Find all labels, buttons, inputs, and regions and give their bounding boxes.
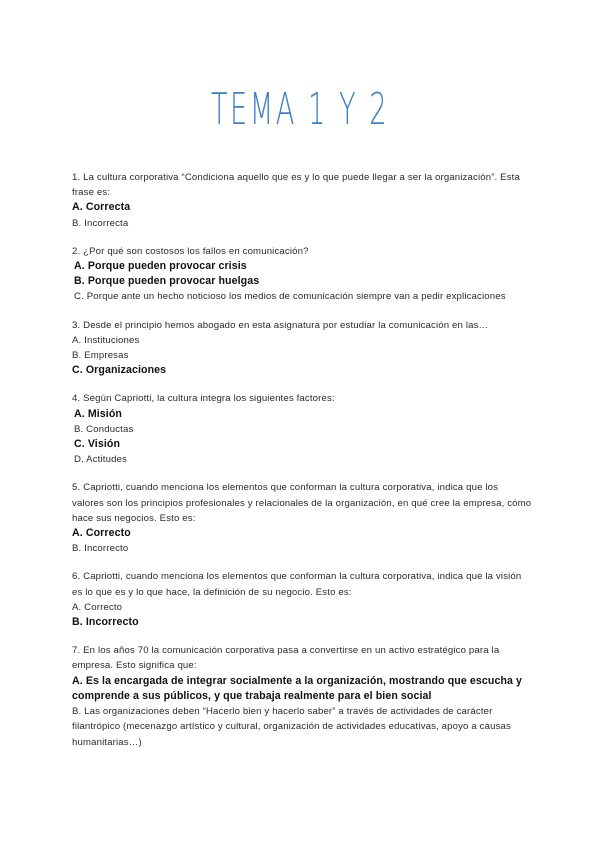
- question-1: [72, 170, 532, 231]
- question-text: 7. En los años 70 la comunicación corporativa pasa a convertirse en un activo estratégico para la empresa. Esto significa que:: [72, 645, 500, 672]
- option-b: B. Empresas: [72, 350, 129, 362]
- question-text: 1. La cultura corporativa “Condiciona aquello que es y lo que puede llegar a ser la organización”. Esta frase es:: [72, 172, 520, 199]
- question-text: 5. Capriotti, cuando menciona los elementos que conforman la cultura corporativa, indica que los valores son los principios profesionales y relacionales de la organización, en qué cree la empresa, cómo hace sus negocios. Esto es:: [72, 482, 532, 524]
- question-text: 2. ¿Por qué son costosos los fallos en comunicación?: [72, 245, 309, 257]
- option-a: A. Correcto: [72, 527, 131, 540]
- option-a: A. Instituciones: [72, 334, 140, 346]
- question-2: [72, 244, 532, 305]
- option-a: A. Misión: [74, 407, 122, 420]
- option-a: A. Es la encargada de integrar socialmente a la organización, mostrando que escucha y comprende a sus públicos, y que trabaja realmente para el bien social: [72, 674, 523, 702]
- option-b: B. Conductas: [74, 423, 134, 435]
- option-b: B. Incorrecto: [72, 543, 129, 555]
- question-text: 3. Desde el principio hemos abogado en esta asignatura por estudiar la comunicación en las…: [72, 319, 489, 331]
- option-b: B. Incorrecto: [72, 616, 139, 629]
- option-a: A. Porque pueden provocar crisis: [74, 260, 247, 273]
- option-d: D. Actitudes: [74, 454, 127, 466]
- question-7: [72, 643, 532, 749]
- option-b: B. Las organizaciones deben “Hacerlo bien y hacerlo saber” a través de actividades de carácter filantrópico (mecenazgo artístico y cultural, organización de actividades educativas, apoyo a causas humanitarias…): [72, 706, 511, 748]
- question-4: [72, 391, 532, 467]
- option-b: B. Porque pueden provocar huelgas: [74, 275, 260, 288]
- option-a: A. Correcta: [72, 201, 131, 214]
- option-c: C. Organizaciones: [72, 364, 167, 377]
- question-3: [72, 318, 532, 379]
- question-5: [72, 480, 532, 556]
- question-text: 6. Capriotti, cuando menciona los elementos que conforman la cultura corporativa, indica que la visión es lo que es y lo que hace, la definición de su negocio. Esto es:: [72, 571, 522, 598]
- option-c: C. Porque ante un hecho noticioso los medios de comunicación siempre van a pedir explicaciones: [74, 291, 506, 303]
- question-list: [72, 170, 532, 763]
- option-c: C. Visión: [74, 438, 121, 451]
- option-b: B. Incorrecta: [72, 217, 129, 229]
- option-a: A. Correcto: [72, 601, 123, 613]
- question-6: [72, 569, 532, 630]
- question-text: 4. Según Capriotti, la cultura integra los siguientes factores:: [72, 393, 335, 405]
- page-title: TEMA 1 Y 2: [210, 84, 390, 135]
